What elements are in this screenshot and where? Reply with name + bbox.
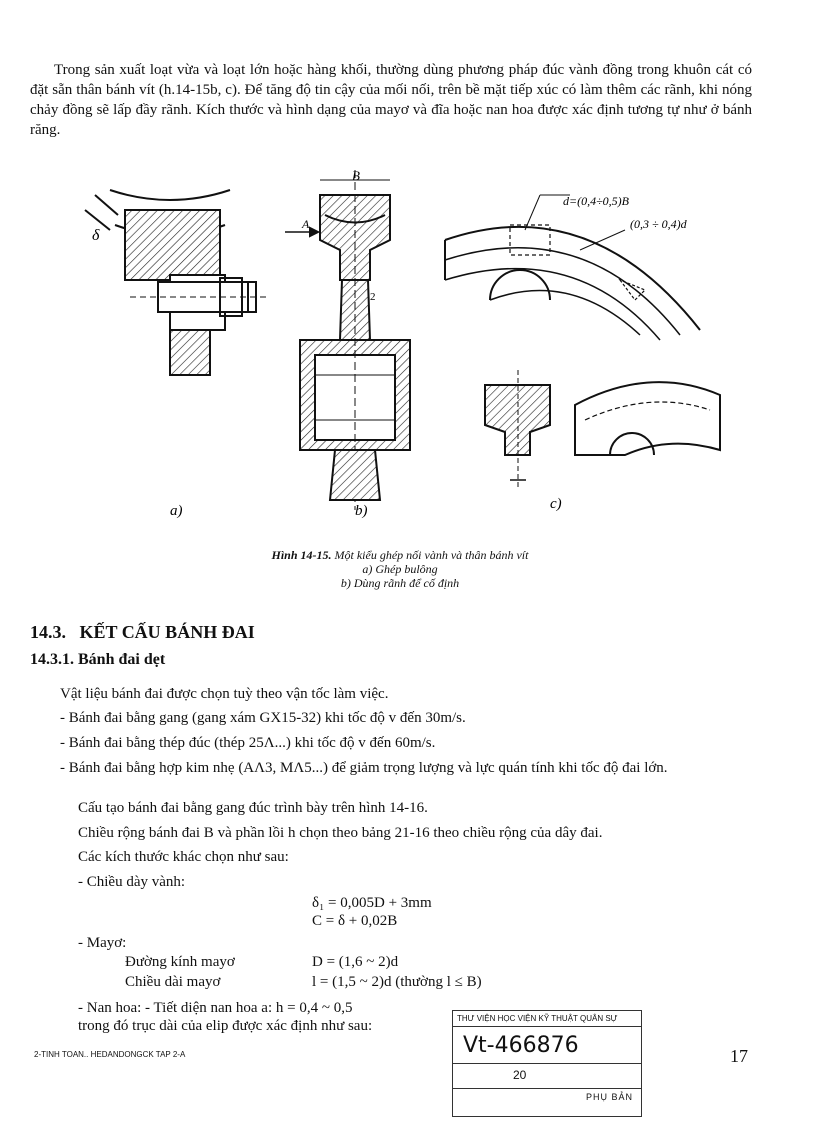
dim-A: A bbox=[302, 217, 310, 231]
mayo-label-1: Đường kính mayơ bbox=[125, 954, 235, 970]
footer-left: 2-TINH TOAN.. HEDANDONGCK TAP 2-A bbox=[34, 1050, 186, 1059]
caption-line-a: a) Ghép bulông bbox=[362, 562, 438, 576]
caption-line-b: b) Dùng rãnh để cố định bbox=[340, 576, 460, 590]
body-line-10: - Nan hoa: - Tiết diện nan hoa a: h = 0,4 ~ 0,5 bbox=[78, 1000, 353, 1016]
section-heading: 14.3. KẾT CẤU BÁNH ĐAI bbox=[30, 622, 255, 642]
figure-label-c: c) bbox=[550, 496, 562, 512]
dim-d: d=(0,4÷0,5)B bbox=[563, 194, 630, 208]
dim-B: B bbox=[352, 170, 360, 183]
figure-caption bbox=[150, 548, 650, 590]
caption-lead: Hình 14-15. bbox=[271, 548, 332, 562]
figure-label-b: b) bbox=[355, 503, 368, 519]
mayo-value-2: l = (1,5 ~ 2)d (thường l ≤ B) bbox=[312, 974, 482, 990]
body-line-11: trong đó trục dài của elip được xác định như sau: bbox=[78, 1018, 373, 1034]
dim-2: 2 bbox=[370, 291, 376, 303]
caption-title: Một kiểu ghép nối vành và thân bánh vít bbox=[331, 548, 529, 562]
figure-a-drawing bbox=[85, 190, 270, 375]
stamp-footer: PHỤ BẢN bbox=[585, 1092, 633, 1102]
mayo-label-2: Chiều dài mayơ bbox=[125, 974, 221, 990]
body-line-9: - Mayơ: bbox=[78, 935, 127, 951]
formula-2: C = δ + 0,02B bbox=[312, 913, 398, 929]
figure-c-section bbox=[485, 370, 550, 490]
dim-delta: δ bbox=[92, 227, 100, 244]
figure-c-arc-segment bbox=[575, 382, 720, 455]
body-line-7: Các kích thước khác chọn như sau: bbox=[78, 849, 289, 865]
stamp-code: Vt-466876 bbox=[453, 1027, 641, 1064]
intro-paragraph: Trong sản xuất loạt vừa và loạt lớn hoặc hàng khối, thường dùng phương pháp đúc vành đồng trong khuôn cát có đặt sẵn thân bánh vít (h.14-15b, c). Để tăng độ tin cậy của mối nối, trên bề mặt tiếp xúc có làm thêm các rãnh, khi nóng chảy đồng sẽ lấp đầy rãnh. Kích thước và hình dạng của mayơ và đĩa hoặc nan hoa được xác định tương tự như ở bánh răng. bbox=[30, 62, 752, 138]
stamp-number: 20 bbox=[453, 1064, 641, 1089]
body-line-2: - Bánh đai bằng gang (gang xám GX15-32) khi tốc độ v đến 30m/s. bbox=[60, 710, 466, 726]
body-line-5: Cấu tạo bánh đai bằng gang đúc trình bày trên hình 14-16. bbox=[78, 800, 428, 816]
body-line-6: Chiều rộng bánh đai B và phần lồi h chọn theo bảng 21-16 theo chiều rộng của dây đai. bbox=[78, 825, 603, 841]
body-line-1: Vật liệu bánh đai được chọn tuỳ theo vận tốc làm việc. bbox=[60, 686, 389, 702]
stamp-header: THƯ VIỆN HỌC VIỆN KỸ THUẬT QUÂN SỰ bbox=[453, 1011, 641, 1027]
library-stamp bbox=[452, 1010, 642, 1117]
figure-14-15 bbox=[70, 170, 730, 530]
body-line-4: - Bánh đai bằng hợp kim nhẹ (AΛ3, MΛ5...) để giảm trọng lượng và lực quán tính khi tốc độ đai lớn. bbox=[60, 760, 668, 776]
subsection-heading: 14.3.1. Bánh đai dẹt bbox=[30, 651, 166, 668]
formula-1: δ₁ = 0,005D + 3mm bbox=[312, 895, 432, 911]
mayo-value-1: D = (1,6 ~ 2)d bbox=[312, 954, 399, 970]
body-line-8: - Chiều dày vành: bbox=[78, 874, 186, 890]
page-number: 17 bbox=[730, 1046, 748, 1066]
figure-label-a: a) bbox=[170, 503, 183, 519]
dim-ratio: (0,3 ÷ 0,4)d bbox=[630, 217, 687, 231]
body-line-3: - Bánh đai bằng thép đúc (thép 25Λ...) khi tốc độ v đến 60m/s. bbox=[60, 735, 436, 751]
